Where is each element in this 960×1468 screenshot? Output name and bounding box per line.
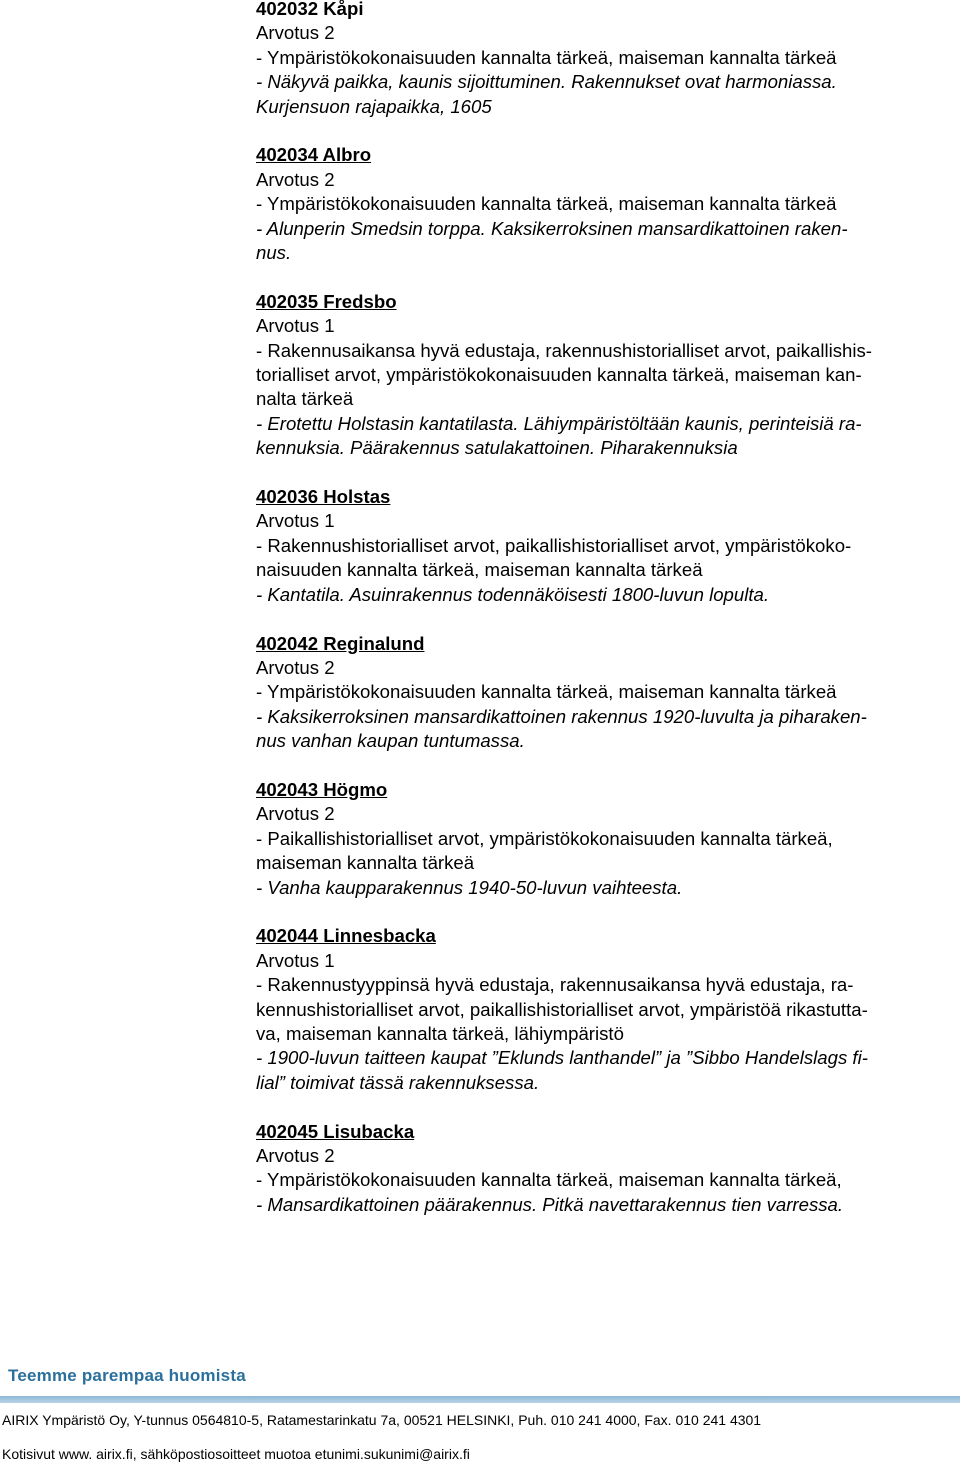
entry-description-line: - Vanha kaupparakennus 1940-50-luvun vaihteesta. — [256, 876, 683, 898]
entry-title: 402044 Linnesbacka — [256, 925, 436, 947]
entry-values-line: - Ympäristökokonaisuuden kannalta tärkeä, maiseman kannalta tärkeä — [256, 193, 837, 215]
entry-rating: Arvotus 1 — [256, 315, 335, 337]
property-entry — [256, 778, 946, 900]
property-entry — [256, 143, 946, 265]
entry-values-line: maiseman kannalta tärkeä — [256, 852, 475, 874]
entry-rating: Arvotus 1 — [256, 510, 335, 532]
entry-title: 402036 Holstas — [256, 486, 391, 508]
entry-description-line: lial” toimivat tässä rakennuksessa. — [256, 1071, 540, 1093]
property-entry — [256, 485, 946, 607]
entry-description-line: nus. — [256, 242, 292, 264]
entry-rating: Arvotus 2 — [256, 1144, 335, 1166]
entry-title: 402043 Högmo — [256, 778, 388, 800]
entry-values-line: torialliset arvot, ympäristökokonaisuuden kannalta tärkeä, maiseman kan- — [256, 364, 862, 386]
entry-values-line: - Rakennushistorialliset arvot, paikallishistorialliset arvot, ympäristökoko- — [256, 534, 852, 556]
entry-description-line: - Kaksikerroksinen mansardikattoinen rakennus 1920-luvulta ja piharaken- — [256, 705, 867, 727]
footer-web-info: Kotisivut www. airix.fi, sähköpostiosoitteet muotoa etunimi.sukunimi@airix.fi — [2, 1446, 470, 1462]
entry-title: 402042 Reginalund — [256, 632, 425, 654]
entry-description-line: - Kantatila. Asuinrakennus todennäköisesti 1800-luvun lopulta. — [256, 583, 770, 605]
entry-values-line: - Ympäristökokonaisuuden kannalta tärkeä, maiseman kannalta tärkeä, — [256, 1169, 842, 1191]
entry-values-line: - Ympäristökokonaisuuden kannalta tärkeä, maiseman kannalta tärkeä — [256, 681, 837, 703]
entry-description-line: - Näkyvä paikka, kaunis sijoittuminen. Rakennukset ovat harmoniassa. — [256, 71, 837, 93]
property-entry — [256, 290, 946, 461]
entry-description-line: - 1900-luvun taitteen kaupat ”Eklunds lanthandel” ja ”Sibbo Handelslags fi- — [256, 1047, 868, 1069]
entry-values-line: va, maiseman kannalta tärkeä, lähiympäristö — [256, 1022, 624, 1044]
entry-description-line: kennuksia. Päärakennus satulakattoinen. Piharakennuksia — [256, 437, 738, 459]
document-body — [256, 0, 946, 1242]
entry-title: 402035 Fredsbo — [256, 290, 397, 312]
entry-description-line: - Alunperin Smedsin torppa. Kaksikerroksinen mansardikattoinen raken- — [256, 217, 848, 239]
entry-values-line: naisuuden kannalta tärkeä, maiseman kannalta tärkeä — [256, 559, 703, 581]
property-entry — [256, 924, 946, 1095]
entry-title: 402045 Lisubacka — [256, 1120, 415, 1142]
entry-description-line: nus vanhan kaupan tuntumassa. — [256, 730, 525, 752]
entry-values-line: kennushistorialliset arvot, paikallishistorialliset arvot, ympäristöä rikastutta- — [256, 998, 868, 1020]
property-entry — [256, 632, 946, 754]
entry-rating: Arvotus 2 — [256, 168, 335, 190]
footer-company-info: AIRIX Ympäristö Oy, Y-tunnus 0564810-5, Ratamestarinkatu 7a, 00521 HELSINKI, Puh. 010 241 4000, Fax. 010 241 4301 — [2, 1412, 762, 1428]
entry-rating: Arvotus 1 — [256, 949, 335, 971]
entry-values-line: - Paikallishistorialliset arvot, ympäristökokonaisuuden kannalta tärkeä, — [256, 827, 833, 849]
entry-rating: Arvotus 2 — [256, 656, 335, 678]
entry-description-line: - Erotettu Holstasin kantatilasta. Lähiympäristöltään kaunis, perinteisiä ra- — [256, 412, 862, 434]
entry-rating: Arvotus 2 — [256, 803, 335, 825]
entry-values-line: - Rakennustyyppinsä hyvä edustaja, rakennusaikansa hyvä edustaja, ra- — [256, 974, 854, 996]
entry-title: 402034 Albro — [256, 144, 372, 166]
entry-values-line: - Ympäristökokonaisuuden kannalta tärkeä, maiseman kannalta tärkeä — [256, 46, 837, 68]
entry-description-line: Kurjensuon rajapaikka, 1605 — [256, 95, 492, 117]
entry-rating: Arvotus 2 — [256, 22, 335, 44]
property-entry — [256, 0, 946, 119]
footer-divider — [0, 1396, 960, 1403]
entry-values-line: nalta tärkeä — [256, 388, 354, 410]
entry-title: 402032 Kåpi — [256, 0, 364, 19]
entry-values-line: - Rakennusaikansa hyvä edustaja, rakennushistorialliset arvot, paikallishis- — [256, 339, 872, 361]
property-entry — [256, 1120, 946, 1218]
footer-slogan: Teemme parempaa huomista — [8, 1366, 246, 1385]
entry-description-line: - Mansardikattoinen päärakennus. Pitkä navettarakennus tien varressa. — [256, 1193, 844, 1215]
